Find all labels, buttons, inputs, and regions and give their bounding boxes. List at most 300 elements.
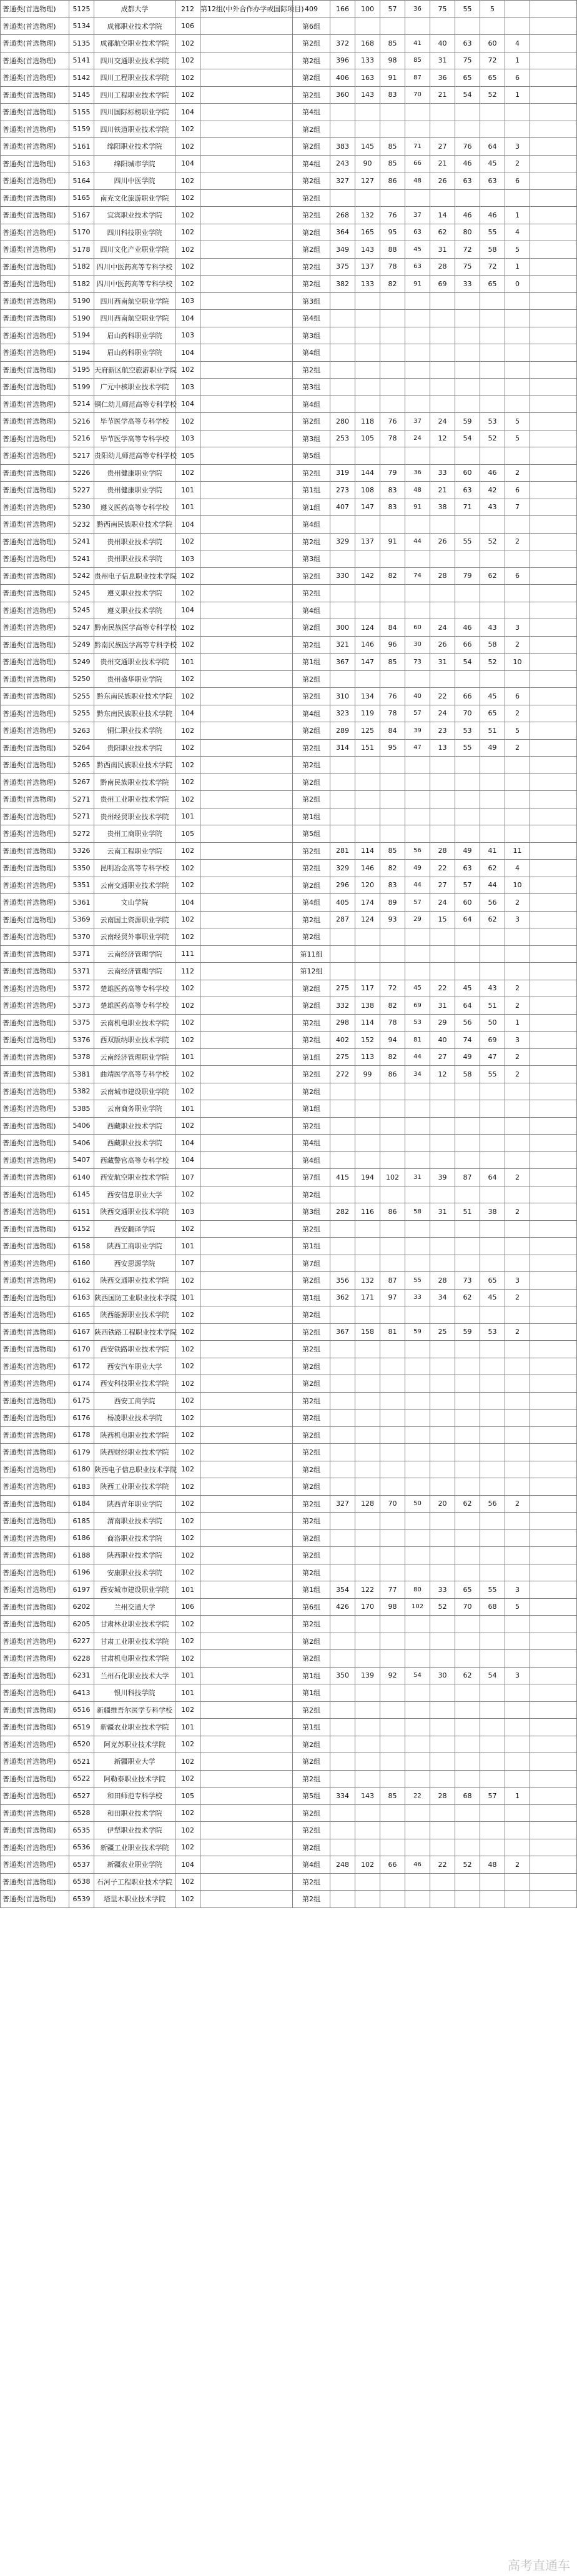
table-cell (530, 104, 577, 121)
table-cell: 第4组 (293, 344, 330, 362)
table-cell (530, 585, 577, 602)
table-cell: 5 (505, 1598, 530, 1616)
table-cell (455, 945, 480, 963)
table-cell: 普通类(首选物理) (1, 138, 69, 156)
table-cell: 5381 (69, 1066, 94, 1083)
table-cell (200, 1151, 293, 1169)
table-cell: 409 (293, 1, 330, 18)
table-cell (355, 327, 380, 344)
table-cell (200, 585, 293, 602)
table-cell (505, 1410, 530, 1427)
table-cell (405, 602, 430, 619)
table-cell (355, 1117, 380, 1135)
table-cell: 78 (380, 430, 405, 447)
table-cell: 6163 (69, 1289, 94, 1306)
table-cell (480, 447, 505, 465)
table-cell: 普通类(首选物理) (1, 1667, 69, 1684)
table-cell: 87 (455, 1169, 480, 1186)
table-cell: 104 (175, 310, 200, 327)
table-cell: 37 (405, 207, 430, 224)
table-cell (430, 585, 455, 602)
table-cell: 310 (330, 688, 355, 705)
table-cell: 西双版纳职业技术学院 (94, 1032, 175, 1049)
table-cell: 54 (455, 86, 480, 104)
table-cell (200, 482, 293, 499)
table-cell: 6227 (69, 1633, 94, 1650)
table-cell: 第2组 (293, 1306, 330, 1324)
table-cell (330, 1461, 355, 1478)
table-cell: 108 (355, 482, 380, 499)
table-cell: 第2组 (293, 69, 330, 87)
table-cell (405, 1461, 430, 1478)
table-cell (200, 1736, 293, 1753)
table-cell (530, 464, 577, 482)
table-cell: 80 (455, 224, 480, 241)
table-cell: 第2组 (293, 464, 330, 482)
table-cell: 普通类(首选物理) (1, 17, 69, 35)
table-cell (200, 1169, 293, 1186)
table-cell (330, 379, 355, 396)
table-cell: 普通类(首选物理) (1, 1598, 69, 1616)
table-cell: 37 (405, 413, 430, 430)
table-cell (405, 1375, 430, 1393)
table-cell (355, 344, 380, 362)
table-cell (480, 292, 505, 310)
table-cell (380, 670, 405, 688)
table-cell: 第1组 (293, 808, 330, 825)
table-cell (330, 1839, 355, 1856)
table-cell (480, 963, 505, 980)
table-cell: 76 (380, 207, 405, 224)
table-cell: 102 (175, 1375, 200, 1393)
table-cell: 1 (505, 258, 530, 276)
table-cell: 327 (330, 1495, 355, 1513)
table-cell (430, 1891, 455, 1908)
table-cell (380, 395, 405, 413)
table-cell: 24 (430, 705, 455, 722)
table-cell (455, 379, 480, 396)
table-cell: 73 (405, 654, 430, 671)
table-cell: 第2组 (293, 619, 330, 637)
table-cell (330, 1564, 355, 1581)
table-cell (355, 1753, 380, 1771)
table-cell (200, 189, 293, 207)
table-cell: 57 (405, 894, 430, 912)
table-cell (355, 1547, 380, 1564)
table-cell: 95 (380, 224, 405, 241)
table-row (1, 1495, 577, 1513)
table-cell: 第1组 (293, 1581, 330, 1599)
table-cell (530, 619, 577, 637)
table-cell (200, 1375, 293, 1393)
table-cell: 第2组 (293, 258, 330, 276)
table-row (1, 619, 577, 637)
table-cell (200, 1684, 293, 1702)
table-cell: 5232 (69, 516, 94, 534)
table-cell (530, 705, 577, 722)
table-cell (530, 1169, 577, 1186)
table-cell: 第2组 (293, 413, 330, 430)
table-cell: 5190 (69, 292, 94, 310)
table-cell (200, 172, 293, 190)
table-cell (530, 1804, 577, 1822)
table-row (1, 1186, 577, 1203)
table-cell: 5230 (69, 499, 94, 516)
table-cell: 375 (330, 258, 355, 276)
table-cell: 101 (175, 1100, 200, 1118)
table-cell: 402 (330, 1032, 355, 1049)
table-cell: 14 (430, 207, 455, 224)
table-cell: 西藏职业技术学院 (94, 1135, 175, 1152)
table-row (1, 447, 577, 465)
table-cell (455, 1186, 480, 1203)
table-cell: 138 (355, 997, 380, 1015)
table-cell: 33 (405, 1289, 430, 1306)
table-cell: 63 (455, 482, 480, 499)
table-cell: 第2组 (293, 1272, 330, 1290)
table-cell (330, 1873, 355, 1891)
table-cell (455, 17, 480, 35)
table-cell (530, 1478, 577, 1496)
table-cell: 11 (505, 842, 530, 860)
table-cell: 普通类(首选物理) (1, 825, 69, 843)
table-cell: 248 (330, 1856, 355, 1874)
table-cell (430, 189, 455, 207)
table-cell (355, 1151, 380, 1169)
table-cell: 兰州交通大学 (94, 1598, 175, 1616)
table-cell: 46 (480, 464, 505, 482)
table-row (1, 1048, 577, 1066)
table-cell: 5178 (69, 241, 94, 259)
table-cell: 24 (430, 894, 455, 912)
table-cell (200, 842, 293, 860)
table-cell: 普通类(首选物理) (1, 1426, 69, 1444)
table-cell: 5267 (69, 773, 94, 791)
table-cell: 65 (455, 1581, 480, 1599)
table-cell: 102 (175, 757, 200, 774)
table-cell (430, 121, 455, 138)
table-cell: 6196 (69, 1564, 94, 1581)
table-cell: 第2组 (293, 877, 330, 894)
table-cell (380, 773, 405, 791)
table-cell (380, 1616, 405, 1633)
table-cell: 105 (355, 430, 380, 447)
table-cell: 第2组 (293, 1461, 330, 1478)
table-cell: 5 (480, 1, 505, 18)
table-cell: 2 (505, 1289, 530, 1306)
table-row (1, 1117, 577, 1135)
table-cell: 西安科技职业技术学院 (94, 1375, 175, 1393)
table-cell (455, 550, 480, 568)
table-cell: 3 (505, 1667, 530, 1684)
table-cell (200, 1753, 293, 1771)
table-cell: 81 (405, 1032, 430, 1049)
table-cell: 第2组 (293, 241, 330, 259)
table-cell: 85 (380, 155, 405, 172)
table-cell (505, 1529, 530, 1547)
table-cell: 103 (175, 1203, 200, 1221)
table-cell: 普通类(首选物理) (1, 1375, 69, 1393)
table-cell (330, 1770, 355, 1788)
table-cell: 昆明冶金高等专科学校 (94, 860, 175, 877)
table-cell: 63 (455, 35, 480, 52)
table-cell: 319 (330, 464, 355, 482)
table-cell (200, 1410, 293, 1427)
table-cell (355, 1822, 380, 1839)
table-cell (455, 1392, 480, 1410)
table-cell: 13 (430, 739, 455, 757)
table-cell: 6174 (69, 1375, 94, 1393)
table-cell (530, 276, 577, 293)
table-cell: 陕西工业职业技术学院 (94, 1478, 175, 1496)
table-cell (455, 121, 480, 138)
table-cell: 5382 (69, 1083, 94, 1100)
table-cell: 西安城市建设职业学院 (94, 1581, 175, 1599)
table-cell: 第4组 (293, 104, 330, 121)
table-cell (405, 17, 430, 35)
table-cell (455, 292, 480, 310)
table-cell: 132 (355, 207, 380, 224)
table-cell: 黔南民族职业技术学院 (94, 773, 175, 791)
table-cell: 第4组 (293, 395, 330, 413)
table-cell: 102 (175, 1117, 200, 1135)
table-cell (200, 670, 293, 688)
table-cell: 75 (430, 1, 455, 18)
table-cell: 普通类(首选物理) (1, 585, 69, 602)
table-cell: 55 (455, 533, 480, 550)
table-cell: 30 (430, 1667, 455, 1684)
table-cell: 102 (175, 1529, 200, 1547)
table-cell (505, 1736, 530, 1753)
table-cell: 102 (175, 1804, 200, 1822)
table-cell: 第2组 (293, 1547, 330, 1564)
table-cell (530, 636, 577, 654)
table-cell: 102 (175, 121, 200, 138)
table-row (1, 1719, 577, 1736)
table-cell: 25 (430, 1323, 455, 1341)
table-cell (200, 413, 293, 430)
table-cell: 212 (175, 1, 200, 18)
table-cell (530, 894, 577, 912)
table-cell (530, 1220, 577, 1238)
table-cell: 102 (175, 1478, 200, 1496)
table-cell: 6516 (69, 1701, 94, 1719)
table-cell: 33 (430, 1581, 455, 1599)
table-cell: 51 (455, 1203, 480, 1221)
table-cell: 第7组 (293, 1255, 330, 1272)
table-cell: 5406 (69, 1117, 94, 1135)
table-cell: 327 (330, 172, 355, 190)
table-cell (200, 567, 293, 585)
table-cell (380, 585, 405, 602)
table-cell (530, 1255, 577, 1272)
table-cell: 104 (175, 344, 200, 362)
table-cell: 330 (330, 567, 355, 585)
table-cell: 6176 (69, 1410, 94, 1427)
table-cell: 云南城市建设职业学院 (94, 1083, 175, 1100)
table-cell (330, 808, 355, 825)
table-cell (430, 791, 455, 808)
table-cell: 383 (330, 138, 355, 156)
table-cell (530, 997, 577, 1015)
table-cell (380, 757, 405, 774)
table-cell: 39 (405, 722, 430, 740)
table-cell: 第2组 (293, 1650, 330, 1668)
table-cell (530, 327, 577, 344)
table-cell (405, 1547, 430, 1564)
table-cell (355, 1701, 380, 1719)
table-cell: 普通类(首选物理) (1, 1341, 69, 1358)
table-cell: 普通类(首选物理) (1, 928, 69, 946)
table-cell: 普通类(首选物理) (1, 172, 69, 190)
table-cell: 5369 (69, 911, 94, 928)
table-row (1, 292, 577, 310)
table-cell: 272 (330, 1066, 355, 1083)
table-cell: 104 (175, 516, 200, 534)
table-cell: 63 (455, 860, 480, 877)
table-cell (530, 482, 577, 499)
table-cell (405, 1513, 430, 1530)
table-cell (405, 327, 430, 344)
table-row (1, 69, 577, 87)
table-cell: 24 (405, 430, 430, 447)
table-cell: 新疆职业大学 (94, 1753, 175, 1771)
table-cell: 102 (175, 1341, 200, 1358)
table-cell: 45 (480, 1289, 505, 1306)
table-cell (505, 1186, 530, 1203)
table-cell: 95 (380, 739, 405, 757)
table-cell (380, 1478, 405, 1496)
table-cell: 5272 (69, 825, 94, 843)
table-cell (200, 654, 293, 671)
table-cell: 普通类(首选物理) (1, 1306, 69, 1324)
table-cell: 132 (355, 1272, 380, 1290)
table-cell: 57 (405, 705, 430, 722)
table-cell (480, 17, 505, 35)
table-cell: 2 (505, 1495, 530, 1513)
table-cell: 31 (430, 997, 455, 1015)
table-cell (330, 327, 355, 344)
table-cell (355, 1255, 380, 1272)
table-cell (480, 1117, 505, 1135)
table-cell: 第2组 (293, 688, 330, 705)
table-cell: 63 (455, 172, 480, 190)
table-cell (530, 1083, 577, 1100)
table-cell: 5164 (69, 172, 94, 190)
table-row (1, 1753, 577, 1771)
table-cell: 天府新区航空旅游职业学院 (94, 361, 175, 379)
table-cell (530, 722, 577, 740)
table-cell (430, 1478, 455, 1496)
table-cell: 102 (175, 1066, 200, 1083)
table-cell: 新疆维吾尔医学专科学校 (94, 1701, 175, 1719)
table-cell (530, 1513, 577, 1530)
table-cell (455, 1306, 480, 1324)
table-cell: 52 (430, 1598, 455, 1616)
table-cell (355, 361, 380, 379)
table-cell (455, 1633, 480, 1650)
table-cell: 104 (175, 1151, 200, 1169)
table-cell (455, 1701, 480, 1719)
table-cell (430, 808, 455, 825)
table-cell: 普通类(首选物理) (1, 121, 69, 138)
table-cell (355, 1135, 380, 1152)
table-cell: 陕西职业技术学院 (94, 1547, 175, 1564)
table-cell: 53 (480, 413, 505, 430)
table-cell: 81 (380, 1323, 405, 1341)
table-cell (380, 189, 405, 207)
table-cell: 66 (455, 688, 480, 705)
table-cell: 第2组 (293, 636, 330, 654)
table-cell: 四川文化产业职业学院 (94, 241, 175, 259)
table-cell: 10 (505, 654, 530, 671)
table-cell: 57 (455, 877, 480, 894)
table-cell: 第2组 (293, 1753, 330, 1771)
table-cell (355, 1684, 380, 1702)
table-cell: 西安航空职业技术学院 (94, 1169, 175, 1186)
table-cell: 103 (175, 430, 200, 447)
table-row (1, 1633, 577, 1650)
table-cell: 101 (175, 808, 200, 825)
table-cell: 83 (380, 877, 405, 894)
table-cell: 6167 (69, 1323, 94, 1341)
table-cell: 101 (175, 482, 200, 499)
table-row (1, 1, 577, 18)
table-cell (330, 1513, 355, 1530)
table-cell (200, 928, 293, 946)
table-cell: 5271 (69, 808, 94, 825)
table-cell (480, 189, 505, 207)
table-cell (430, 516, 455, 534)
table-cell (430, 825, 455, 843)
table-cell: 62 (480, 911, 505, 928)
table-cell (480, 602, 505, 619)
table-cell (455, 928, 480, 946)
table-cell: 105 (175, 825, 200, 843)
table-cell (330, 1375, 355, 1393)
table-cell: 101 (175, 1719, 200, 1736)
table-cell (380, 963, 405, 980)
table-cell (405, 1753, 430, 1771)
table-cell (380, 1719, 405, 1736)
table-cell: 普通类(首选物理) (1, 1839, 69, 1856)
table-cell: 5 (505, 722, 530, 740)
table-cell (480, 327, 505, 344)
table-cell: 72 (480, 258, 505, 276)
table-cell (380, 1839, 405, 1856)
table-cell: 2 (505, 1856, 530, 1874)
table-cell (200, 1873, 293, 1891)
table-cell (480, 808, 505, 825)
table-cell: 49 (480, 739, 505, 757)
table-cell: 43 (480, 980, 505, 997)
table-cell (200, 379, 293, 396)
table-cell: 36 (430, 69, 455, 87)
table-cell: 60 (480, 35, 505, 52)
table-cell (355, 395, 380, 413)
table-cell: 101 (175, 1667, 200, 1684)
table-cell (430, 1616, 455, 1633)
table-cell: 44 (480, 877, 505, 894)
table-row (1, 17, 577, 35)
table-row (1, 276, 577, 293)
table-row (1, 1788, 577, 1805)
table-cell (200, 1513, 293, 1530)
table-cell: 65 (480, 69, 505, 87)
table-cell (530, 842, 577, 860)
table-cell: 101 (175, 1048, 200, 1066)
table-cell: 普通类(首选物理) (1, 997, 69, 1015)
